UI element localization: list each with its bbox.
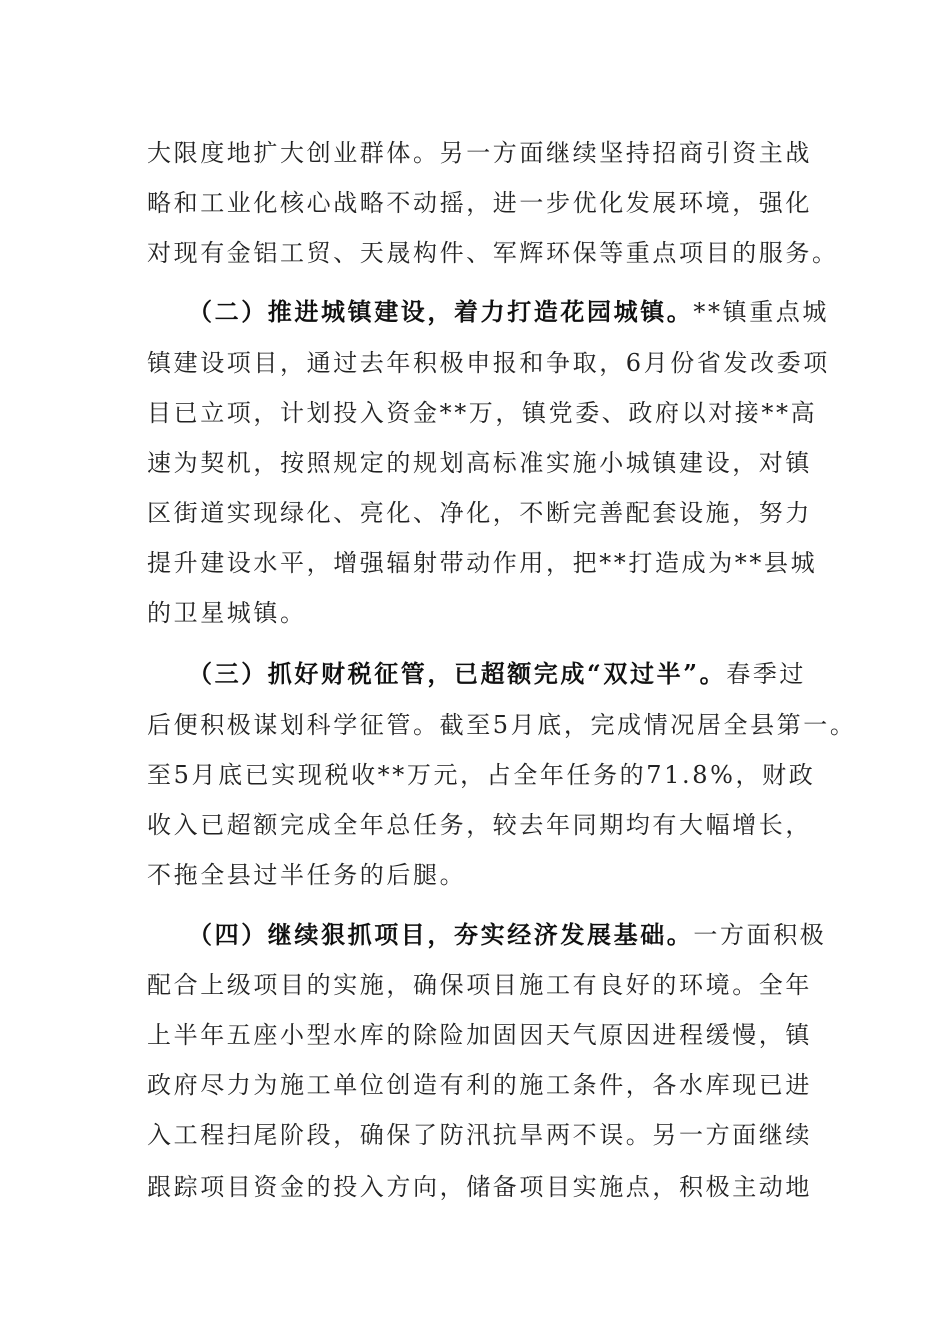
paragraph-4-line-5: 入工程扫尾阶段，确保了防汛抗旱两不误。另一方面继续 bbox=[147, 1121, 812, 1149]
paragraph-4-heading: （四）继续狠抓项目，夯实经济发展基础。 bbox=[188, 920, 694, 949]
paragraph-3-first-line bbox=[188, 654, 888, 694]
paragraph-3-heading: （三）抓好财税征管，已超额完成“双过半”。 bbox=[188, 659, 727, 688]
paragraph-1-line-1: 大限度地扩大创业群体。另一方面继续坚持招商引资主战 bbox=[147, 139, 812, 167]
paragraph-4-line-3: 上半年五座小型水库的除险加固因天气原因进程缓慢，镇 bbox=[147, 1021, 812, 1049]
paragraph-2-line-7: 的卫星城镇。 bbox=[147, 599, 307, 627]
paragraph-2-first-line-text: **镇重点城 bbox=[693, 298, 830, 326]
paragraph-3-line-4: 收入已超额完成全年总任务，较去年同期均有大幅增长， bbox=[147, 811, 812, 839]
paragraph-3-line-5: 不拖全县过半任务的后腿。 bbox=[147, 861, 467, 889]
paragraph-4-first-line bbox=[188, 915, 888, 955]
paragraph-4-line-2: 配合上级项目的实施，确保项目施工有良好的环境。全年 bbox=[147, 971, 812, 999]
paragraph-2-line-4: 速为契机，按照规定的规划高标准实施小城镇建设，对镇 bbox=[147, 449, 812, 477]
paragraph-2-line-2: 镇建设项目，通过去年积极申报和争取，6月份省发改委项 bbox=[147, 349, 830, 377]
paragraph-1-line-3: 对现有金铝工贸、天晟构件、军辉环保等重点项目的服务。 bbox=[147, 239, 839, 267]
paragraph-4-line-6: 跟踪项目资金的投入方向，储备项目实施点，积极主动地 bbox=[147, 1173, 812, 1201]
paragraph-2-line-3: 目已立项，计划投入资金**万，镇党委、政府以对接**高 bbox=[147, 399, 818, 427]
paragraph-2-heading: （二）推进城镇建设，着力打造花园城镇。 bbox=[188, 297, 694, 326]
paragraph-2-line-6: 提升建设水平，增强辐射带动作用，把**打造成为**县城 bbox=[147, 549, 818, 577]
paragraph-1-line-2: 略和工业化核心战略不动摇，进一步优化发展环境，强化 bbox=[147, 189, 812, 217]
paragraph-3-line-3: 至5月底已实现税收**万元，占全年任务的71.8%，财政 bbox=[147, 761, 816, 789]
paragraph-2-line-5: 区街道实现绿化、亮化、净化，不断完善配套设施，努力 bbox=[147, 499, 812, 527]
paragraph-3-first-line-text: 春季过 bbox=[726, 660, 807, 688]
paragraph-2-first-line bbox=[188, 292, 888, 332]
paragraph-4-first-line-text: 一方面积极 bbox=[693, 921, 827, 949]
paragraph-3-line-2: 后便积极谋划科学征管。截至5月底，完成情况居全县第一。 bbox=[147, 711, 857, 739]
paragraph-4-line-4: 政府尽力为施工单位创造有利的施工条件，各水库现已进 bbox=[147, 1071, 812, 1099]
